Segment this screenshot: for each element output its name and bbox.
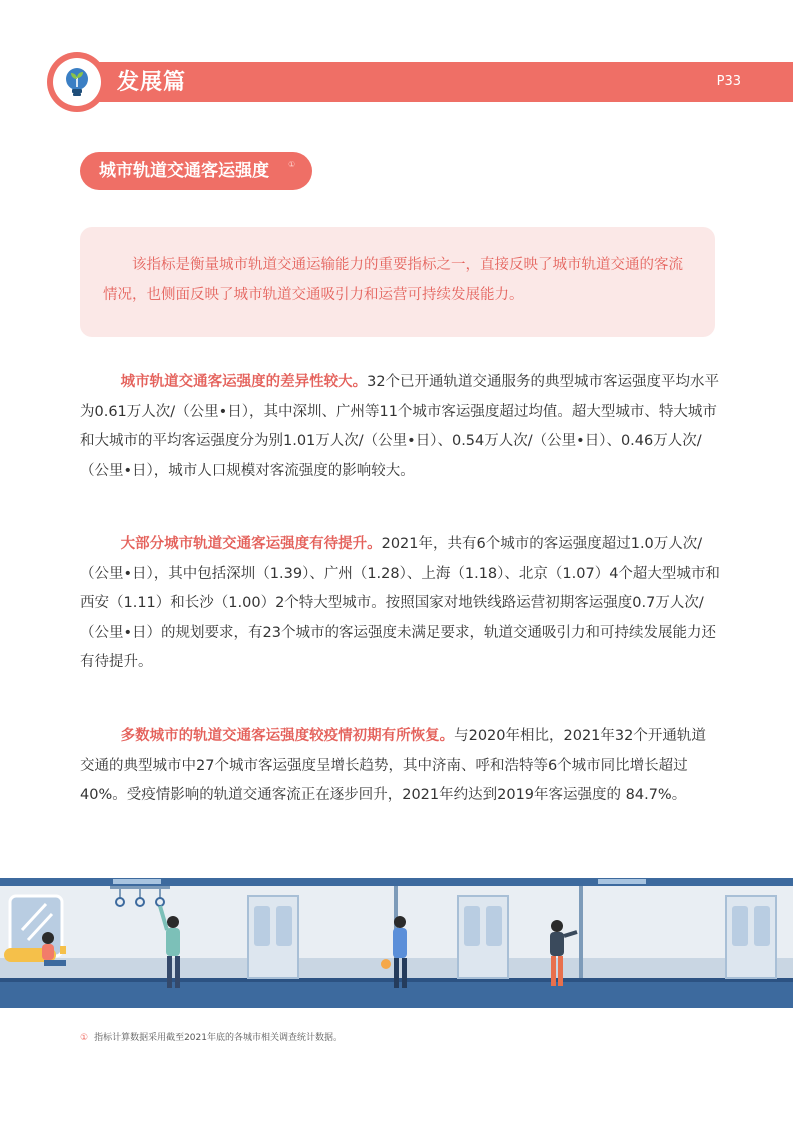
intro-text: 该指标是衡量城市轨道交通运输能力的重要指标之一，直接反映了城市轨道交通的客流情况，也侧面反映了城市轨道交通吸引力和运营可持续发展能力。 (103, 257, 683, 303)
header-logo (47, 52, 107, 112)
footnote (80, 1030, 342, 1043)
paragraph-3-lead: 多数城市的轨道交通客运强度较疫情初期有所恢复。 (120, 728, 455, 744)
section-title: 城市轨道交通客运强度 (99, 161, 269, 181)
page-number: P33 (716, 74, 741, 89)
header-title: 发展篇 (117, 70, 187, 95)
paragraph-3-body: 与2020年相比，2021年32个开通轨道交通的典型城市中27个城市客运强度呈增长趋势，其中济南、呼和浩特等6个城市同比增长超过40%。受疫情影响的轨道交通客流正在逐步回升，2021年约达到2019年客运强度的 84.7%。 (80, 728, 706, 803)
paragraph-3 (80, 722, 720, 811)
paragraph-1-body: 32个已开通轨道交通服务的典型城市客运强度平均水平为0.61万人次/（公里•日），其中深圳、广州等11个城市客运强度超过均值。超大型城市、特大城市和大城市的平均客运强度分为别1.01万人次/（公里•日）、0.54万人次/（公里•日）、0.46万人次/（公里•日），城市人口规模对客流强度的影响较大。 (80, 374, 720, 479)
paragraph-2 (80, 530, 720, 678)
paragraph-1-lead: 城市轨道交通客运强度的差异性较大。 (120, 374, 368, 390)
paragraph-2-lead: 大部分城市轨道交通客运强度有待提升。 (120, 536, 382, 552)
paragraph-2-body: 2021年，共有6个城市的客运强度超过1.0万人次/（公里•日），其中包括深圳（1.39）、广州（1.28）、上海（1.18）、北京（1.07）4个超大型城市和西安（1.11）和长沙（1.00）2个特大型城市。按照国家对地铁线路运营初期客运强度0.7万人次/（公里•日）的规划要求，有23个城市的客运强度未满足要求，轨道交通吸引力和可持续发展能力还有待提升。 (80, 536, 720, 670)
footnote-text: 指标计算数据采用截至2021年底的各城市相关调查统计数据。 (94, 1033, 342, 1043)
subway-carriage-illustration (0, 870, 793, 1010)
section-footnote-mark: ① (288, 160, 296, 169)
footnote-mark: ① (80, 1033, 89, 1043)
lightbulb-sprout-icon (53, 58, 101, 106)
paragraph-1 (80, 368, 720, 486)
